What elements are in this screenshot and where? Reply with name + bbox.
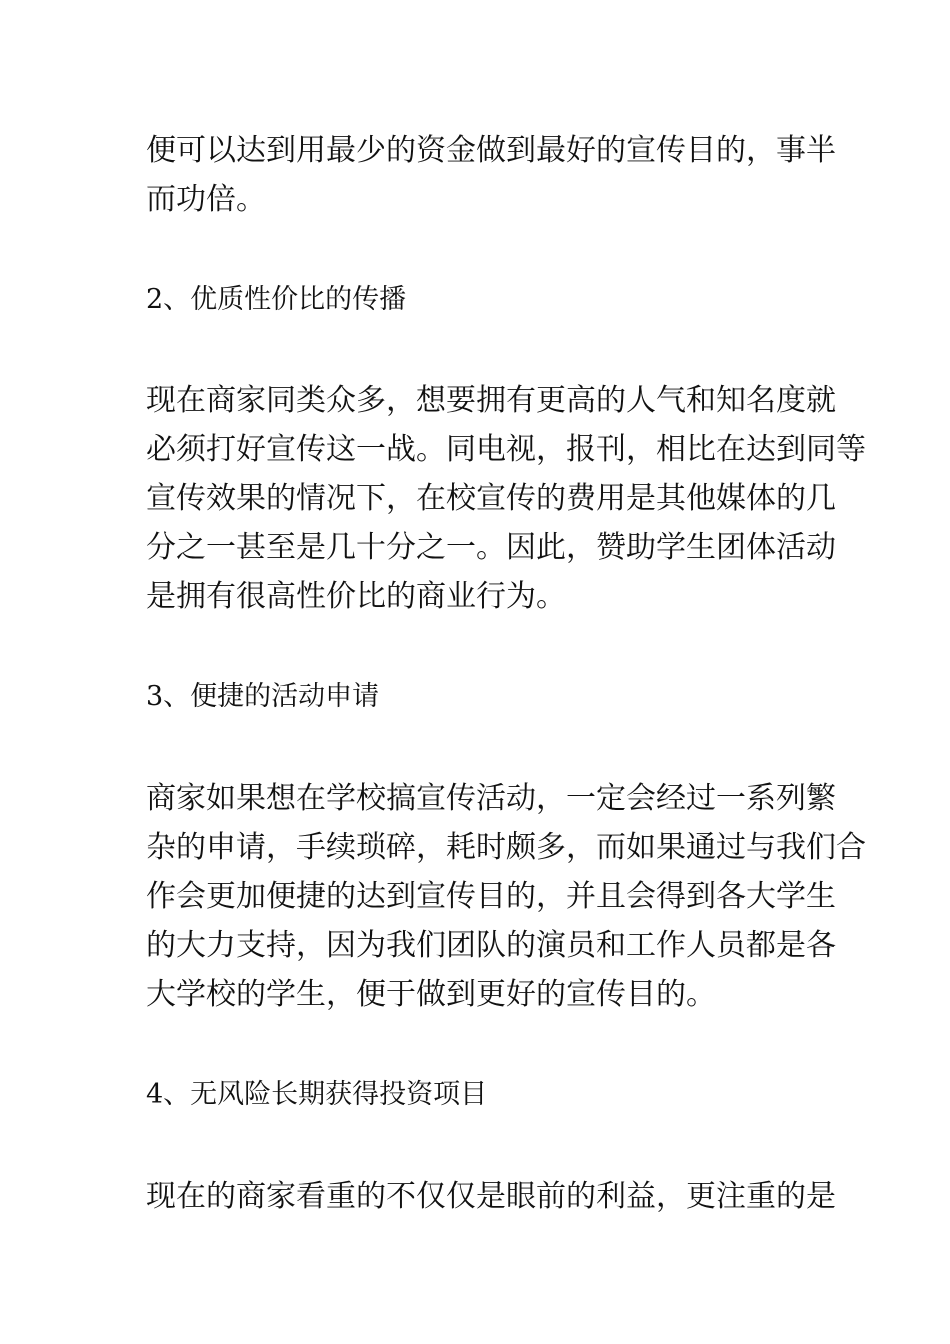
section-heading-3: 3、便捷的活动申请 bbox=[146, 681, 380, 712]
paragraph-line: 便可以达到用最少的资金做到最好的宣传目的，事半 bbox=[146, 133, 836, 168]
section-heading-4: 4、无风险长期获得投资项目 bbox=[146, 1079, 488, 1110]
paragraph-line: 大学校的学生，便于做到更好的宣传目的。 bbox=[146, 977, 716, 1012]
paragraph-line: 宣传效果的情况下，在校宣传的费用是其他媒体的几 bbox=[146, 481, 836, 516]
paragraph-4 bbox=[146, 1172, 836, 1221]
paragraph-line: 而功倍。 bbox=[146, 182, 266, 217]
section-heading-2: 2、优质性价比的传播 bbox=[146, 284, 407, 315]
paragraph-line: 现在的商家看重的不仅仅是眼前的利益，更注重的是 bbox=[146, 1179, 836, 1214]
paragraph-line: 是拥有很高性价比的商业行为。 bbox=[146, 579, 566, 614]
paragraph-2 bbox=[146, 376, 866, 621]
paragraph-line: 的大力支持，因为我们团队的演员和工作人员都是各 bbox=[146, 928, 836, 963]
paragraph-line: 作会更加便捷的达到宣传目的，并且会得到各大学生 bbox=[146, 879, 836, 914]
paragraph-line: 必须打好宣传这一战。同电视，报刊，相比在达到同等 bbox=[146, 432, 866, 467]
paragraph-3 bbox=[146, 774, 866, 1019]
paragraph-line: 杂的申请，手续琐碎，耗时颇多，而如果通过与我们合 bbox=[146, 830, 866, 865]
paragraph-line: 分之一甚至是几十分之一。因此，赞助学生团体活动 bbox=[146, 530, 836, 565]
paragraph-line: 商家如果想在学校搞宣传活动，一定会经过一系列繁 bbox=[146, 781, 836, 816]
paragraph-line: 现在商家同类众多，想要拥有更高的人气和知名度就 bbox=[146, 383, 836, 418]
paragraph-1 bbox=[146, 126, 836, 224]
